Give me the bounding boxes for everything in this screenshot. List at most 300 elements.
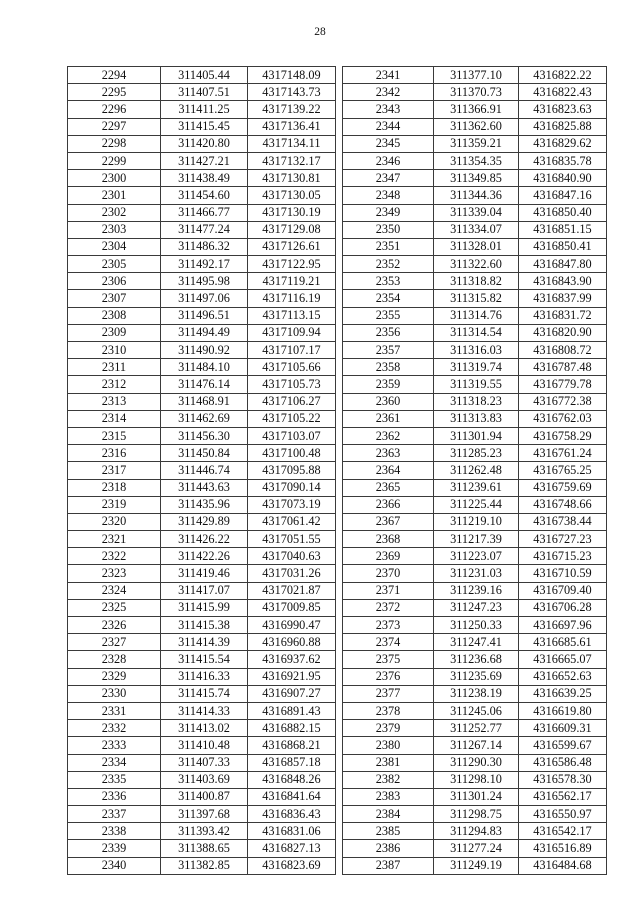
y-coordinate-cell: 4317100.48 <box>248 445 336 462</box>
x-coordinate-cell: 311370.73 <box>434 84 519 101</box>
y-coordinate-cell: 4316840.90 <box>519 170 607 187</box>
y-coordinate-cell: 4316609.31 <box>519 720 607 737</box>
table-row <box>343 582 607 599</box>
x-coordinate-cell: 311420.80 <box>161 135 248 152</box>
table-row <box>343 135 607 152</box>
y-coordinate-cell: 4316772.38 <box>519 393 607 410</box>
point-number-cell: 2348 <box>343 187 434 204</box>
point-number-cell: 2352 <box>343 256 434 273</box>
x-coordinate-cell: 311239.16 <box>434 582 519 599</box>
point-number-cell: 2330 <box>68 685 161 702</box>
y-coordinate-cell: 4316665.07 <box>519 651 607 668</box>
table-row <box>68 840 336 857</box>
point-number-cell: 2346 <box>343 152 434 169</box>
y-coordinate-cell: 4317134.11 <box>248 135 336 152</box>
y-coordinate-cell: 4317129.08 <box>248 221 336 238</box>
point-number-cell: 2320 <box>68 513 161 530</box>
point-number-cell: 2382 <box>343 771 434 788</box>
y-coordinate-cell: 4316639.25 <box>519 685 607 702</box>
x-coordinate-cell: 311377.10 <box>434 67 519 84</box>
x-coordinate-cell: 311476.14 <box>161 376 248 393</box>
y-coordinate-cell: 4316738.44 <box>519 513 607 530</box>
table-row <box>343 857 607 874</box>
table-row <box>343 445 607 462</box>
x-coordinate-cell: 311318.23 <box>434 393 519 410</box>
table-row <box>68 221 336 238</box>
table-row <box>343 823 607 840</box>
y-coordinate-cell: 4317107.17 <box>248 342 336 359</box>
point-number-cell: 2313 <box>68 393 161 410</box>
point-number-cell: 2372 <box>343 599 434 616</box>
y-coordinate-cell: 4316827.13 <box>248 840 336 857</box>
table-row <box>343 187 607 204</box>
x-coordinate-cell: 311262.48 <box>434 462 519 479</box>
x-coordinate-cell: 311366.91 <box>434 101 519 118</box>
table-row <box>343 84 607 101</box>
x-coordinate-cell: 311239.61 <box>434 479 519 496</box>
x-coordinate-cell: 311422.26 <box>161 548 248 565</box>
point-number-cell: 2314 <box>68 410 161 427</box>
point-number-cell: 2354 <box>343 290 434 307</box>
x-coordinate-cell: 311314.76 <box>434 307 519 324</box>
x-coordinate-cell: 311443.63 <box>161 479 248 496</box>
point-number-cell: 2344 <box>343 118 434 135</box>
y-coordinate-cell: 4317126.61 <box>248 238 336 255</box>
table-row <box>343 720 607 737</box>
table-row <box>68 359 336 376</box>
y-coordinate-cell: 4316484.68 <box>519 857 607 874</box>
y-coordinate-cell: 4316825.88 <box>519 118 607 135</box>
point-number-cell: 2341 <box>343 67 434 84</box>
y-coordinate-cell: 4316836.43 <box>248 806 336 823</box>
y-coordinate-cell: 4316820.90 <box>519 324 607 341</box>
x-coordinate-cell: 311397.68 <box>161 806 248 823</box>
x-coordinate-cell: 311267.14 <box>434 737 519 754</box>
x-coordinate-cell: 311450.84 <box>161 445 248 462</box>
point-number-cell: 2296 <box>68 101 161 118</box>
y-coordinate-cell: 4317143.73 <box>248 84 336 101</box>
table-row <box>343 204 607 221</box>
coordinates-table-right <box>342 66 607 875</box>
y-coordinate-cell: 4317136.41 <box>248 118 336 135</box>
point-number-cell: 2323 <box>68 565 161 582</box>
point-number-cell: 2295 <box>68 84 161 101</box>
x-coordinate-cell: 311393.42 <box>161 823 248 840</box>
x-coordinate-cell: 311494.49 <box>161 324 248 341</box>
x-coordinate-cell: 311486.32 <box>161 238 248 255</box>
table-row <box>68 788 336 805</box>
point-number-cell: 2300 <box>68 170 161 187</box>
table-body <box>68 67 336 875</box>
y-coordinate-cell: 4316562.17 <box>519 788 607 805</box>
y-coordinate-cell: 4316779.78 <box>519 376 607 393</box>
x-coordinate-cell: 311382.85 <box>161 857 248 874</box>
point-number-cell: 2324 <box>68 582 161 599</box>
x-coordinate-cell: 311490.92 <box>161 342 248 359</box>
y-coordinate-cell: 4317139.22 <box>248 101 336 118</box>
y-coordinate-cell: 4316761.24 <box>519 445 607 462</box>
point-number-cell: 2315 <box>68 427 161 444</box>
x-coordinate-cell: 311217.39 <box>434 531 519 548</box>
y-coordinate-cell: 4316808.72 <box>519 342 607 359</box>
point-number-cell: 2312 <box>68 376 161 393</box>
x-coordinate-cell: 311407.51 <box>161 84 248 101</box>
y-coordinate-cell: 4316550.97 <box>519 806 607 823</box>
point-number-cell: 2358 <box>343 359 434 376</box>
x-coordinate-cell: 311435.96 <box>161 496 248 513</box>
y-coordinate-cell: 4316851.15 <box>519 221 607 238</box>
table-row <box>68 496 336 513</box>
table-row <box>68 479 336 496</box>
table-row <box>68 256 336 273</box>
x-coordinate-cell: 311415.54 <box>161 651 248 668</box>
x-coordinate-cell: 311319.55 <box>434 376 519 393</box>
y-coordinate-cell: 4317130.81 <box>248 170 336 187</box>
y-coordinate-cell: 4316960.88 <box>248 634 336 651</box>
point-number-cell: 2375 <box>343 651 434 668</box>
table-row <box>343 754 607 771</box>
x-coordinate-cell: 311354.35 <box>434 152 519 169</box>
point-number-cell: 2381 <box>343 754 434 771</box>
x-coordinate-cell: 311318.82 <box>434 273 519 290</box>
point-number-cell: 2347 <box>343 170 434 187</box>
point-number-cell: 2307 <box>68 290 161 307</box>
y-coordinate-cell: 4316685.61 <box>519 634 607 651</box>
y-coordinate-cell: 4316850.40 <box>519 204 607 221</box>
table-row <box>68 204 336 221</box>
table-row <box>68 152 336 169</box>
y-coordinate-cell: 4317073.19 <box>248 496 336 513</box>
y-coordinate-cell: 4316748.66 <box>519 496 607 513</box>
y-coordinate-cell: 4316706.28 <box>519 599 607 616</box>
x-coordinate-cell: 311411.25 <box>161 101 248 118</box>
y-coordinate-cell: 4316835.78 <box>519 152 607 169</box>
point-number-cell: 2357 <box>343 342 434 359</box>
table-row <box>68 462 336 479</box>
x-coordinate-cell: 311403.69 <box>161 771 248 788</box>
table-row <box>68 582 336 599</box>
y-coordinate-cell: 4317130.19 <box>248 204 336 221</box>
y-coordinate-cell: 4316841.64 <box>248 788 336 805</box>
x-coordinate-cell: 311413.02 <box>161 720 248 737</box>
y-coordinate-cell: 4316715.23 <box>519 548 607 565</box>
x-coordinate-cell: 311231.03 <box>434 565 519 582</box>
table-row <box>68 410 336 427</box>
point-number-cell: 2365 <box>343 479 434 496</box>
y-coordinate-cell: 4316850.41 <box>519 238 607 255</box>
point-number-cell: 2370 <box>343 565 434 582</box>
point-number-cell: 2369 <box>343 548 434 565</box>
point-number-cell: 2305 <box>68 256 161 273</box>
y-coordinate-cell: 4316990.47 <box>248 617 336 634</box>
x-coordinate-cell: 311492.17 <box>161 256 248 273</box>
table-row <box>68 857 336 874</box>
point-number-cell: 2343 <box>343 101 434 118</box>
table-row <box>68 634 336 651</box>
table-row <box>343 634 607 651</box>
y-coordinate-cell: 4317132.17 <box>248 152 336 169</box>
x-coordinate-cell: 311315.82 <box>434 290 519 307</box>
point-number-cell: 2298 <box>68 135 161 152</box>
y-coordinate-cell: 4317090.14 <box>248 479 336 496</box>
x-coordinate-cell: 311225.44 <box>434 496 519 513</box>
point-number-cell: 2342 <box>343 84 434 101</box>
point-number-cell: 2338 <box>68 823 161 840</box>
y-coordinate-cell: 4316829.62 <box>519 135 607 152</box>
point-number-cell: 2308 <box>68 307 161 324</box>
point-number-cell: 2331 <box>68 702 161 719</box>
point-number-cell: 2317 <box>68 462 161 479</box>
table-row <box>68 702 336 719</box>
y-coordinate-cell: 4316516.89 <box>519 840 607 857</box>
table-row <box>68 565 336 582</box>
point-number-cell: 2339 <box>68 840 161 857</box>
x-coordinate-cell: 311245.06 <box>434 702 519 719</box>
x-coordinate-cell: 311235.69 <box>434 668 519 685</box>
point-number-cell: 2337 <box>68 806 161 823</box>
page-number: 28 <box>314 26 326 38</box>
table-row <box>343 307 607 324</box>
y-coordinate-cell: 4316727.23 <box>519 531 607 548</box>
table-row <box>68 135 336 152</box>
table-row <box>68 273 336 290</box>
y-coordinate-cell: 4316907.27 <box>248 685 336 702</box>
y-coordinate-cell: 4317021.87 <box>248 582 336 599</box>
y-coordinate-cell: 4316847.80 <box>519 256 607 273</box>
point-number-cell: 2345 <box>343 135 434 152</box>
table-row <box>68 617 336 634</box>
table-row <box>68 118 336 135</box>
x-coordinate-cell: 311497.06 <box>161 290 248 307</box>
table-row <box>68 754 336 771</box>
y-coordinate-cell: 4316578.30 <box>519 771 607 788</box>
y-coordinate-cell: 4316868.21 <box>248 737 336 754</box>
table-row <box>68 531 336 548</box>
x-coordinate-cell: 311247.23 <box>434 599 519 616</box>
y-coordinate-cell: 4316882.15 <box>248 720 336 737</box>
x-coordinate-cell: 311328.01 <box>434 238 519 255</box>
point-number-cell: 2321 <box>68 531 161 548</box>
x-coordinate-cell: 311238.19 <box>434 685 519 702</box>
point-number-cell: 2350 <box>343 221 434 238</box>
x-coordinate-cell: 311301.94 <box>434 427 519 444</box>
x-coordinate-cell: 311438.49 <box>161 170 248 187</box>
x-coordinate-cell: 311249.19 <box>434 857 519 874</box>
table-row <box>68 720 336 737</box>
table-row <box>68 513 336 530</box>
x-coordinate-cell: 311339.04 <box>434 204 519 221</box>
x-coordinate-cell: 311298.10 <box>434 771 519 788</box>
point-number-cell: 2318 <box>68 479 161 496</box>
y-coordinate-cell: 4316831.06 <box>248 823 336 840</box>
y-coordinate-cell: 4316822.22 <box>519 67 607 84</box>
x-coordinate-cell: 311298.75 <box>434 806 519 823</box>
table-row <box>343 273 607 290</box>
x-coordinate-cell: 311285.23 <box>434 445 519 462</box>
table-row <box>343 617 607 634</box>
table-row <box>343 565 607 582</box>
y-coordinate-cell: 4317051.55 <box>248 531 336 548</box>
y-coordinate-cell: 4317009.85 <box>248 599 336 616</box>
y-coordinate-cell: 4317105.73 <box>248 376 336 393</box>
point-number-cell: 2360 <box>343 393 434 410</box>
table-row <box>68 238 336 255</box>
y-coordinate-cell: 4316619.80 <box>519 702 607 719</box>
x-coordinate-cell: 311313.83 <box>434 410 519 427</box>
y-coordinate-cell: 4316787.48 <box>519 359 607 376</box>
point-number-cell: 2310 <box>68 342 161 359</box>
table-row <box>68 737 336 754</box>
table-row <box>343 256 607 273</box>
table-row <box>343 806 607 823</box>
table-row <box>343 737 607 754</box>
y-coordinate-cell: 4316843.90 <box>519 273 607 290</box>
point-number-cell: 2327 <box>68 634 161 651</box>
table-row <box>343 359 607 376</box>
point-number-cell: 2385 <box>343 823 434 840</box>
point-number-cell: 2356 <box>343 324 434 341</box>
x-coordinate-cell: 311322.60 <box>434 256 519 273</box>
point-number-cell: 2371 <box>343 582 434 599</box>
point-number-cell: 2306 <box>68 273 161 290</box>
point-number-cell: 2294 <box>68 67 161 84</box>
point-number-cell: 2304 <box>68 238 161 255</box>
point-number-cell: 2363 <box>343 445 434 462</box>
table-row <box>343 118 607 135</box>
y-coordinate-cell: 4317109.94 <box>248 324 336 341</box>
table-row <box>343 462 607 479</box>
y-coordinate-cell: 4316823.63 <box>519 101 607 118</box>
point-number-cell: 2366 <box>343 496 434 513</box>
table-row <box>343 67 607 84</box>
x-coordinate-cell: 311484.10 <box>161 359 248 376</box>
y-coordinate-cell: 4316837.99 <box>519 290 607 307</box>
y-coordinate-cell: 4317113.15 <box>248 307 336 324</box>
x-coordinate-cell: 311477.24 <box>161 221 248 238</box>
x-coordinate-cell: 311429.89 <box>161 513 248 530</box>
table-row <box>343 548 607 565</box>
point-number-cell: 2383 <box>343 788 434 805</box>
x-coordinate-cell: 311314.54 <box>434 324 519 341</box>
x-coordinate-cell: 311252.77 <box>434 720 519 737</box>
table-row <box>68 548 336 565</box>
table-row <box>343 840 607 857</box>
x-coordinate-cell: 311415.38 <box>161 617 248 634</box>
table-row <box>343 290 607 307</box>
table-row <box>343 531 607 548</box>
point-number-cell: 2364 <box>343 462 434 479</box>
x-coordinate-cell: 311247.41 <box>434 634 519 651</box>
y-coordinate-cell: 4317148.09 <box>248 67 336 84</box>
y-coordinate-cell: 4317061.42 <box>248 513 336 530</box>
y-coordinate-cell: 4317130.05 <box>248 187 336 204</box>
y-coordinate-cell: 4316759.69 <box>519 479 607 496</box>
y-coordinate-cell: 4316542.17 <box>519 823 607 840</box>
table-row <box>68 427 336 444</box>
point-number-cell: 2322 <box>68 548 161 565</box>
x-coordinate-cell: 311359.21 <box>434 135 519 152</box>
x-coordinate-cell: 311400.87 <box>161 788 248 805</box>
point-number-cell: 2386 <box>343 840 434 857</box>
point-number-cell: 2329 <box>68 668 161 685</box>
x-coordinate-cell: 311417.07 <box>161 582 248 599</box>
x-coordinate-cell: 311462.69 <box>161 410 248 427</box>
x-coordinate-cell: 311456.30 <box>161 427 248 444</box>
y-coordinate-cell: 4316831.72 <box>519 307 607 324</box>
point-number-cell: 2334 <box>68 754 161 771</box>
point-number-cell: 2374 <box>343 634 434 651</box>
table-row <box>68 84 336 101</box>
table-row <box>343 668 607 685</box>
y-coordinate-cell: 4317105.22 <box>248 410 336 427</box>
table-row <box>343 685 607 702</box>
point-number-cell: 2373 <box>343 617 434 634</box>
x-coordinate-cell: 311415.74 <box>161 685 248 702</box>
point-number-cell: 2378 <box>343 702 434 719</box>
y-coordinate-cell: 4316710.59 <box>519 565 607 582</box>
table-row <box>68 651 336 668</box>
point-number-cell: 2311 <box>68 359 161 376</box>
point-number-cell: 2376 <box>343 668 434 685</box>
x-coordinate-cell: 311334.07 <box>434 221 519 238</box>
y-coordinate-cell: 4316586.48 <box>519 754 607 771</box>
x-coordinate-cell: 311407.33 <box>161 754 248 771</box>
table-row <box>343 410 607 427</box>
x-coordinate-cell: 311219.10 <box>434 513 519 530</box>
x-coordinate-cell: 311416.33 <box>161 668 248 685</box>
table-row <box>68 170 336 187</box>
table-row <box>68 342 336 359</box>
y-coordinate-cell: 4317040.63 <box>248 548 336 565</box>
x-coordinate-cell: 311405.44 <box>161 67 248 84</box>
point-number-cell: 2299 <box>68 152 161 169</box>
y-coordinate-cell: 4316762.03 <box>519 410 607 427</box>
table-row <box>68 324 336 341</box>
y-coordinate-cell: 4317106.27 <box>248 393 336 410</box>
point-number-cell: 2379 <box>343 720 434 737</box>
x-coordinate-cell: 311223.07 <box>434 548 519 565</box>
x-coordinate-cell: 311316.03 <box>434 342 519 359</box>
point-number-cell: 2301 <box>68 187 161 204</box>
table-row <box>343 238 607 255</box>
y-coordinate-cell: 4316937.62 <box>248 651 336 668</box>
point-number-cell: 2361 <box>343 410 434 427</box>
table-row <box>68 685 336 702</box>
table-row <box>343 788 607 805</box>
table-row <box>343 651 607 668</box>
x-coordinate-cell: 311466.77 <box>161 204 248 221</box>
point-number-cell: 2349 <box>343 204 434 221</box>
table-row <box>68 668 336 685</box>
y-coordinate-cell: 4317103.07 <box>248 427 336 444</box>
table-row <box>68 823 336 840</box>
x-coordinate-cell: 311454.60 <box>161 187 248 204</box>
y-coordinate-cell: 4316848.26 <box>248 771 336 788</box>
table-row <box>343 599 607 616</box>
point-number-cell: 2316 <box>68 445 161 462</box>
table-row <box>68 307 336 324</box>
point-number-cell: 2325 <box>68 599 161 616</box>
table-row <box>343 513 607 530</box>
point-number-cell: 2328 <box>68 651 161 668</box>
point-number-cell: 2359 <box>343 376 434 393</box>
y-coordinate-cell: 4316697.96 <box>519 617 607 634</box>
y-coordinate-cell: 4317122.95 <box>248 256 336 273</box>
y-coordinate-cell: 4316822.43 <box>519 84 607 101</box>
point-number-cell: 2333 <box>68 737 161 754</box>
y-coordinate-cell: 4317105.66 <box>248 359 336 376</box>
point-number-cell: 2302 <box>68 204 161 221</box>
